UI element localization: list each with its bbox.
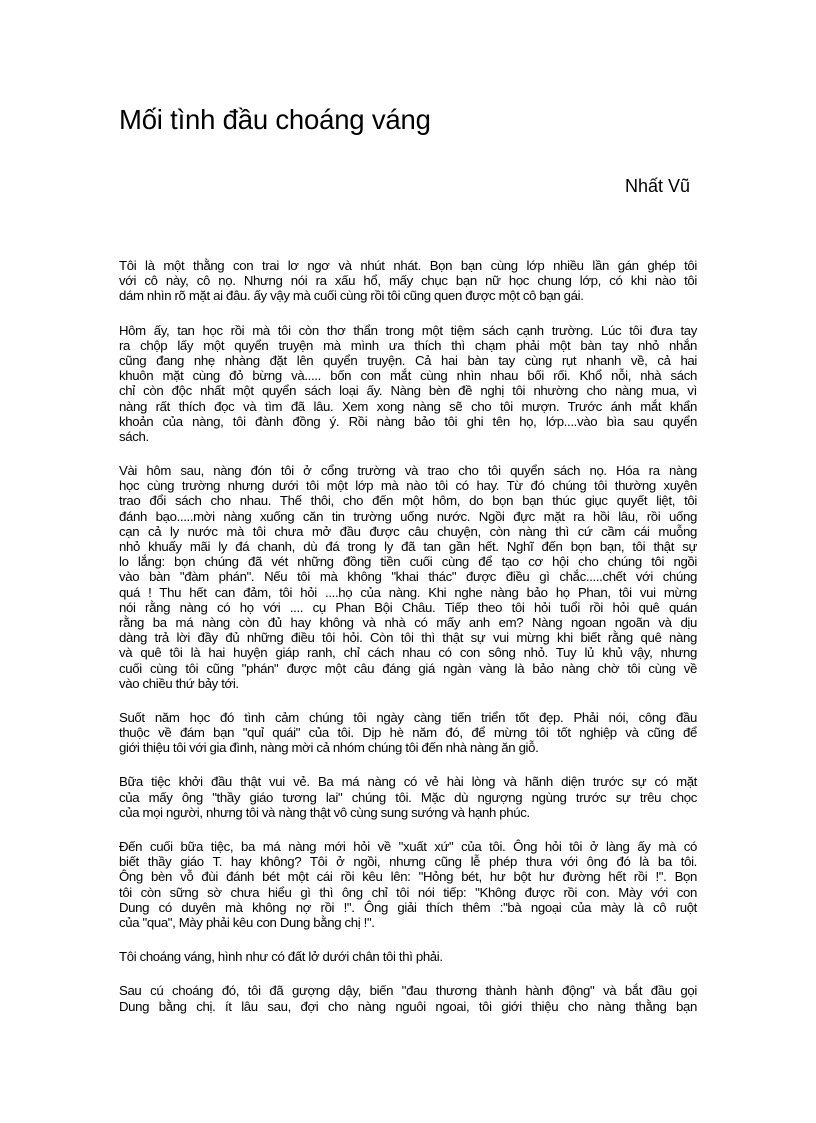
- text-line: đánh bạo.....mời nàng xuống căn tin trường uống nước. Ngồi đực mặt ra hồi lâu, rồi uống: [119, 508, 697, 524]
- paragraph: [119, 839, 697, 930]
- text-line: lo lắng: bọn chúng đã vét những đồng tiền cuối cùng để tạo cơ hội cho chúng tôi ngồi: [119, 554, 697, 570]
- text-line: Đến cuối bữa tiệc, ba má nàng mới hỏi về "xuất xứ" của tôi. Ông hỏi tôi ở làng ấy mà có: [119, 839, 697, 854]
- text-line: cạn cả ly nước mà tôi chưa mở đầu được câu chuyện, còn nàng thì cứ cầm cái muỗng: [119, 523, 697, 539]
- paragraph: [119, 983, 697, 1013]
- text-line: của mọi người, nhưng tôi và nàng thật vô cùng sung sướng và hạnh phúc.: [119, 804, 530, 820]
- text-line: nhỏ khuấy mãi ly đá chanh, dù đá trong ly đã tan gần hết. Nghĩ đến bọn bạn, tôi thật sự: [119, 539, 697, 554]
- text-line: Ông bèn vỗ đùi đánh bét một cái rồi kêu lên: "Hỏng bét, hư bột hư đường hết rồi !". Bọn: [119, 869, 697, 885]
- text-line: khuôn mặt cùng đỏ bừng và..... bốn con mắt cùng nhìn nhau bối rối. Khổ nỗi, nhà sách: [119, 368, 697, 384]
- text-line: và quê tôi là hai huyện giáp ranh, chỉ cách nhau có con sông nhỏ. Tuy lủ khủ vậy, nhưng: [119, 645, 697, 661]
- text-line: rằng ba má nàng còn đủ hay không và nhà có mấy anh em? Nàng ngoan ngoãn và dịu: [119, 614, 697, 630]
- paragraph: [119, 463, 697, 691]
- text-line: khoản của nàng, tôi đành đồng ý. Rồi nàng bảo tôi ghi tên họ, lớp....vào bìa sau quyển: [119, 413, 697, 429]
- text-line: giới thiệu tôi với gia đình, nàng mời cả nhóm chúng tôi đến nhà nàng ăn giỗ.: [119, 740, 539, 756]
- text-line: của "qua", Mày phải kêu con Dung bằng chị !".: [119, 914, 375, 930]
- text-line: Dung có duyên mà không nợ rồi !". Ông giải thích thêm :"bà ngoại của mày là cô ruột: [119, 899, 697, 915]
- text-line: Vài hôm sau, nàng đón tôi ở cổng trường và trao cho tôi quyển sách nọ. Hóa ra nàng: [119, 463, 697, 479]
- paragraph: [119, 774, 697, 820]
- text-line: trao đổi sách cho nhau. Thế thôi, cho đến một hôm, do bọn bạn thúc giục quyết liệt, tôi: [119, 493, 697, 509]
- text-line: cuối cùng tôi cũng "phán" được một câu đáng giá ngàn vàng là bảo nàng chờ tôi cùng về: [119, 660, 697, 676]
- paragraph: [119, 258, 697, 304]
- paragraph: [119, 323, 697, 445]
- text-line: sách.: [119, 428, 149, 444]
- text-line: ra chộp lấy một quyển truyện mà mình ưa thích thì chạm phải một bàn tay nhỏ nhắn: [119, 337, 697, 353]
- text-line: chỉ còn độc nhất một quyển sách loại ấy. Nàng bèn đề nghị tôi nhường cho nàng mua, vì: [119, 383, 697, 399]
- text-line: cũng đang nhẹ nhàng đặt lên quyển truyện. Cả hai bàn tay cùng rụt nhanh về, cả hai: [119, 352, 697, 368]
- text-line: vào chiều thứ bảy tới.: [119, 675, 239, 691]
- text-line: nói rằng nàng có họ với .... cụ Phan Bội Châu. Tiếp theo tôi hỏi tuổi rồi hỏi quê quán: [119, 599, 697, 615]
- text-line: nàng rất thích đọc và tìm đã lâu. Xem xong nàng sẽ cho tôi mượn. Trước ánh mắt khẩn: [119, 398, 697, 414]
- document-title: Mối tình đầu choáng váng: [119, 104, 431, 135]
- paragraph: [119, 949, 697, 964]
- text-line: vào bàn "đàm phán". Nếu tôi mà không "khai thác" được điều gì chắc.....chết với chúng: [119, 569, 697, 585]
- text-line: tôi còn sững sờ chưa hiểu gì thì ông chỉ tôi nói tiếp: "Không được rồi con. Mày với con: [119, 884, 697, 900]
- text-line: Tôi choáng váng, hình như có đất lở dưới chân tôi thì phải.: [119, 949, 443, 965]
- text-line: Sau cú choáng đó, tôi đã gượng dậy, biến "đau thương thành hành động" và bắt đầu gọi: [119, 983, 697, 999]
- text-line: Hôm ấy, tan học rồi mà tôi còn thơ thẩn trong một tiệm sách cạnh trường. Lúc tôi đưa tay: [119, 322, 697, 338]
- text-line: biết thầy giáo T. hay không? Tôi ở ngồi, nhưng cũng lễ phép thưa với ông đó là ba tôi.: [119, 854, 697, 870]
- author-name: Nhất Vũ: [624, 176, 690, 196]
- text-line: quá ! Thu hết can đảm, tôi hỏi ....họ của nàng. Khi nghe nàng bảo họ Phan, tôi vui mừng: [119, 584, 697, 600]
- text-line: học cùng trường nhưng dưới tôi một lớp mà nào tôi có hay. Từ đó chúng tôi thường xuyên: [119, 478, 697, 494]
- document-body: [119, 258, 697, 1033]
- text-line: dám nhìn rõ mặt ai đâu. ấy vậy mà cuối cùng rồi tôi cũng quen được một cô bạn gái.: [119, 288, 584, 304]
- text-line: Tôi là một thằng con trai lơ ngơ và nhút nhát. Bọn bạn cùng lớp nhiều lần gán ghép tôi: [119, 258, 697, 273]
- text-line: với cô này, cô nọ. Nhưng nói ra xấu hổ, mấy chục bạn nữ học chung lớp, có khi nào tôi: [119, 273, 697, 289]
- text-line: dàng trả lời đầy đủ những điều tôi hỏi. Còn tôi thì thật sự vui mừng khi biết rằng quê nàng: [119, 630, 697, 646]
- text-line: Suốt năm học đó tình cảm chúng tôi ngày càng tiến triển tốt đẹp. Phải nói, công đầu: [119, 709, 697, 725]
- text-line: thuộc về đám bạn "quỉ quái" của tôi. Dịp hè năm đó, để mừng tôi tốt nghiệp và cũng để: [119, 725, 697, 741]
- paragraph: [119, 710, 697, 756]
- text-line: Dung bằng chị. ít lâu sau, đợi cho nàng nguôi ngoai, tôi giới thiệu cho nàng thằng bạn: [119, 998, 697, 1014]
- text-line: Bữa tiệc khởi đầu thật vui vẻ. Ba má nàng có vẻ hài lòng và hãnh diện trước sự có mặt: [119, 774, 697, 790]
- text-line: của mấy ông "thầy giáo tương lai" chúng tôi. Mặc dù ngượng ngùng trước sự trêu chọc: [119, 789, 697, 805]
